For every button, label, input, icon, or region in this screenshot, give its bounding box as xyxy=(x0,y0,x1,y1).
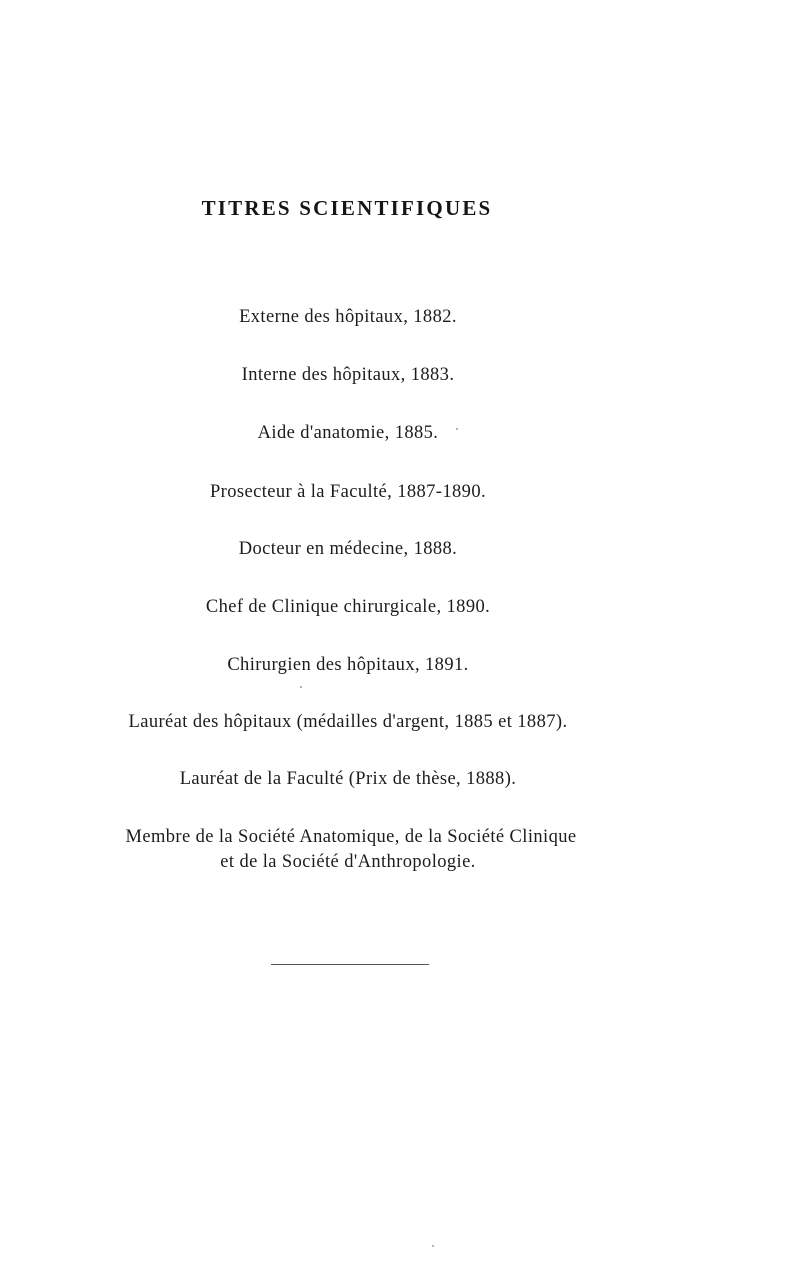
entry-prosecteur: Prosecteur à la Faculté, 1887-1890. xyxy=(209,482,486,502)
entry-membre-line-2: et de la Société d'Anthropologie. xyxy=(220,852,476,872)
entry-externe: Externe des hôpitaux, 1882. xyxy=(239,307,457,327)
entry-interne: Interne des hôpitaux, 1883. xyxy=(241,365,455,385)
entry-docteur: Docteur en médecine, 1888. xyxy=(238,539,458,559)
print-speck xyxy=(300,686,302,688)
print-speck xyxy=(456,428,458,430)
entry-chef-clinique: Chef de Clinique chirurgicale, 1890. xyxy=(205,597,491,617)
entry-chirurgien: Chirurgien des hôpitaux, 1891. xyxy=(227,655,469,675)
entry-laureat-hopitaux: Lauréat des hôpitaux (médailles d'argent, 1885 et 1887). xyxy=(128,712,568,732)
entry-laureat-faculte: Lauréat de la Faculté (Prix de thèse, 1888). xyxy=(179,769,517,789)
entry-aide-anatomie: Aide d'anatomie, 1885. xyxy=(257,423,439,443)
section-divider xyxy=(271,964,429,965)
entry-membre-line-1: Membre de la Société Anatomique, de la Société Clinique xyxy=(125,827,577,847)
print-speck xyxy=(432,1245,434,1247)
page-title: TITRES SCIENTIFIQUES xyxy=(201,196,493,220)
